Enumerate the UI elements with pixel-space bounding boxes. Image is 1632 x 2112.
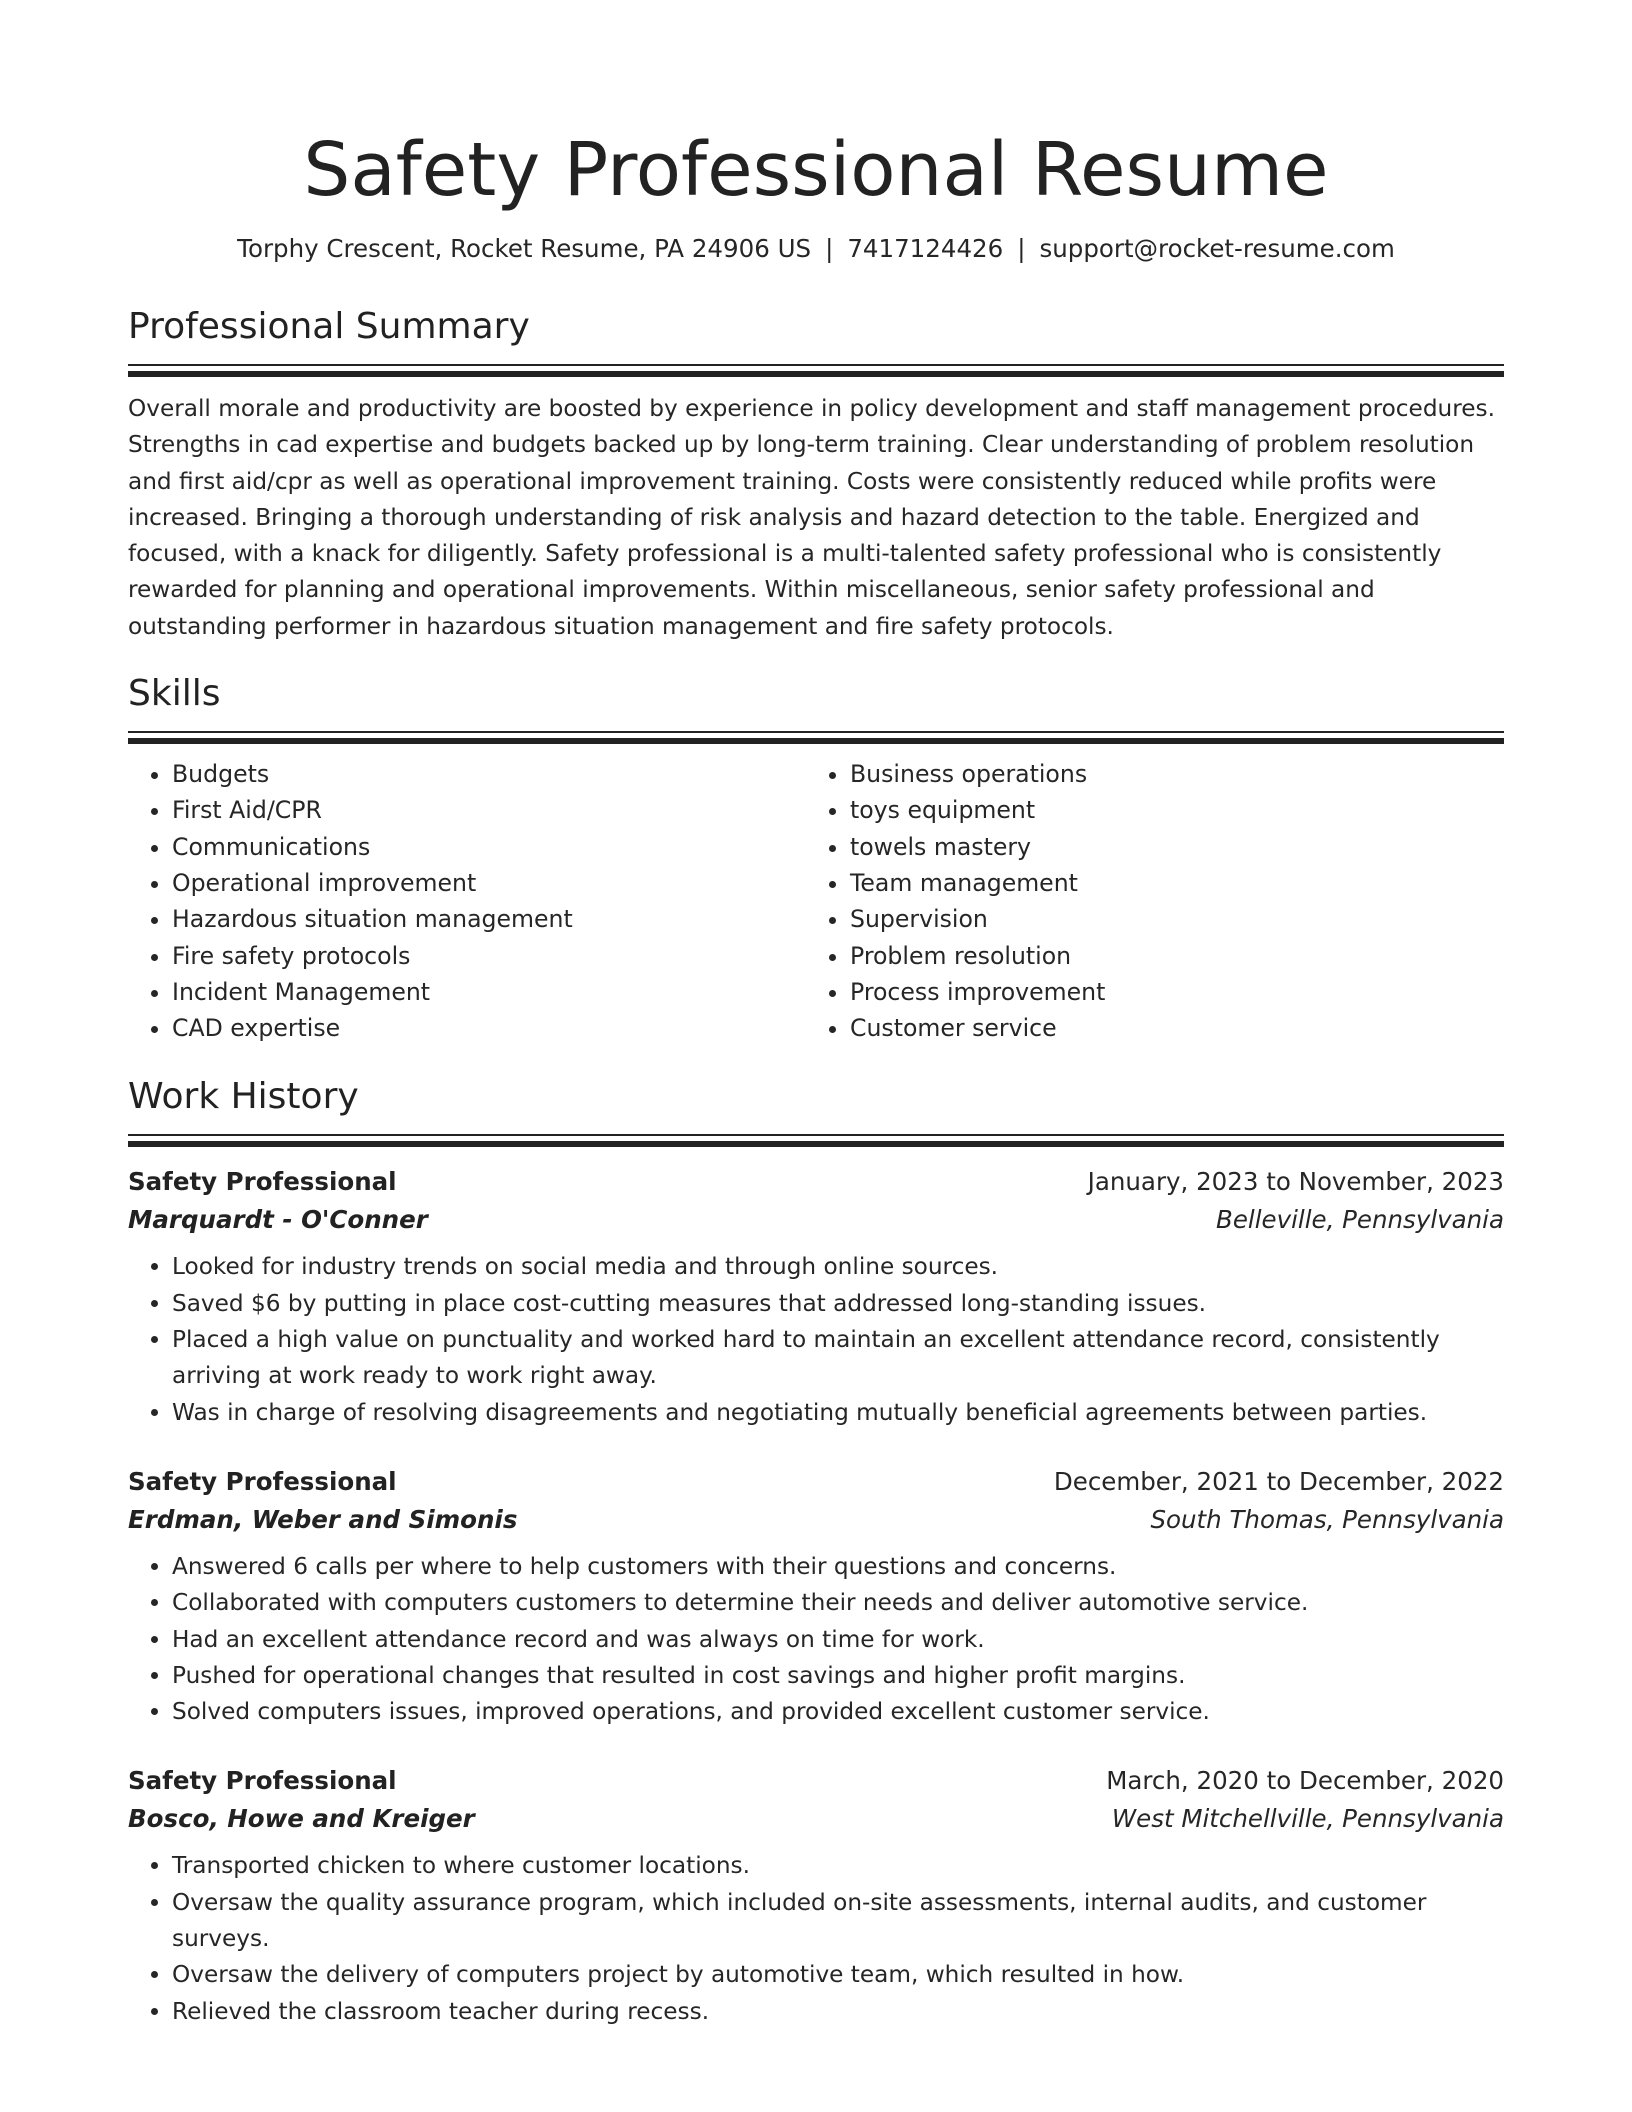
job-location: Belleville, Pennsylvania [1216, 1205, 1504, 1235]
job-title: Safety Professional [128, 1766, 397, 1796]
section-rule-thin [128, 364, 1504, 366]
skill-item: • Hazardous situation management [172, 901, 806, 937]
job-bullet: • Oversaw the delivery of computers project by automotive team, which resulted in how. [172, 1957, 1504, 1993]
job-header [128, 1163, 1504, 1201]
skill-item: • Supervision [850, 901, 1484, 937]
section-rule-thick [128, 371, 1504, 377]
job-company: Erdman, Weber and Simonis [128, 1504, 518, 1534]
section-title-summary: Professional Summary [128, 306, 530, 347]
skill-item: • Problem resolution [850, 938, 1484, 974]
job-header [128, 1762, 1504, 1800]
section-rule-thick [128, 1141, 1504, 1147]
job-bullet: • Oversaw the quality assurance program, which included on-site assessments, internal audits, and customer surveys. [172, 1885, 1504, 1958]
job-bullet: • Had an excellent attendance record and was always on time for work. [172, 1622, 1504, 1658]
job-company: Bosco, Howe and Kreiger [128, 1804, 475, 1834]
job-bullet: • Answered 6 calls per where to help customers with their questions and concerns. [172, 1549, 1504, 1585]
contact-email[interactable]: support@rocket-resume.com [1039, 234, 1395, 263]
job-bullet: • Was in charge of resolving disagreements and negotiating mutually beneficial agreements between parties. [172, 1395, 1504, 1431]
job-dates: March, 2020 to December, 2020 [1106, 1766, 1504, 1796]
contact-separator: | [1017, 234, 1026, 263]
job-location: South Thomas, Pennsylvania [1150, 1504, 1504, 1534]
skill-item: • toys equipment [850, 792, 1484, 828]
job-bullet: • Collaborated with computers customers to determine their needs and deliver automotive service. [172, 1585, 1504, 1621]
job-header [128, 1463, 1504, 1501]
job-bullets [128, 1848, 1504, 2029]
job-bullet: • Solved computers issues, improved operations, and provided excellent customer service. [172, 1694, 1504, 1730]
job-title: Safety Professional [128, 1466, 397, 1496]
job-subheader [128, 1501, 1504, 1539]
skill-item: • Fire safety protocols [172, 938, 806, 974]
job-bullet: • Saved $6 by putting in place cost-cutting measures that addressed long-standing issues. [172, 1286, 1504, 1322]
section-rule-thick [128, 738, 1504, 744]
section-title-skills: Skills [128, 673, 221, 715]
job-dates: January, 2023 to November, 2023 [1087, 1167, 1504, 1197]
job-entry [128, 1163, 1504, 1430]
skills-section [128, 671, 1504, 1046]
job-title: Safety Professional [128, 1167, 397, 1197]
job-entry [128, 1762, 1504, 2029]
skill-item: • Operational improvement [172, 865, 806, 901]
skill-item: • Process improvement [850, 974, 1484, 1010]
resume-title: Safety Professional Resume [303, 127, 1329, 213]
summary-section [128, 304, 1504, 645]
skills-columns [128, 756, 1504, 1046]
job-company: Marquardt - O'Conner [128, 1205, 428, 1235]
skills-list-left [128, 756, 806, 1046]
skill-item: • towels mastery [850, 829, 1484, 865]
skills-list-right [806, 756, 1484, 1046]
job-bullet: • Pushed for operational changes that resulted in cost savings and higher profit margins. [172, 1658, 1504, 1694]
section-title-work-history: Work History [128, 1076, 359, 1118]
job-entry [128, 1463, 1504, 1730]
section-rule-thin [128, 731, 1504, 733]
work-history-section [128, 1074, 1504, 2029]
job-bullets [128, 1249, 1504, 1430]
job-bullet: • Looked for industry trends on social media and through online sources. [172, 1249, 1504, 1285]
job-bullet: • Placed a high value on punctuality and worked hard to maintain an excellent attendance record, consistently arriving at work ready to work right away. [172, 1322, 1504, 1395]
job-location: West Mitchellville, Pennsylvania [1111, 1804, 1504, 1834]
resume-page [128, 0, 1504, 2030]
skill-item: • First Aid/CPR [172, 792, 806, 828]
job-bullet: • Relieved the classroom teacher during recess. [172, 1994, 1504, 2030]
job-subheader [128, 1201, 1504, 1239]
skill-item: • Business operations [850, 756, 1484, 792]
contact-line [128, 232, 1504, 266]
contact-address: Torphy Crescent, Rocket Resume, PA 24906 US [237, 234, 812, 263]
skill-item: • Customer service [850, 1010, 1484, 1046]
job-bullets [128, 1549, 1504, 1730]
skill-item: • CAD expertise [172, 1010, 806, 1046]
skill-item: • Team management [850, 865, 1484, 901]
contact-separator: | [825, 234, 834, 263]
section-rule-thin [128, 1134, 1504, 1136]
job-subheader [128, 1800, 1504, 1838]
job-dates: December, 2021 to December, 2022 [1053, 1466, 1504, 1496]
skill-item: • Incident Management [172, 974, 806, 1010]
summary-text: Overall morale and productivity are boosted by experience in policy development and staff management procedures. Strengths in cad expertise and budgets backed up by long-term training. Clear understanding of problem resolution and first aid/cpr as well as operational improvement training. Costs were consistently reduced while profits were increased. Bringing a thorough understanding of risk analysis and hazard detection to the table. Energized and focused, with a knack for diligently. Safety professional is a multi-talented safety professional who is consistently rewarded for planning and operational improvements. Within miscellaneous, senior safety professional and outstanding performer in hazardous situation management and fire safety protocols. [128, 395, 1495, 640]
job-bullet: • Transported chicken to where customer locations. [172, 1848, 1504, 1884]
contact-phone: 7417124426 [847, 234, 1004, 263]
skill-item: • Communications [172, 829, 806, 865]
skill-item: • Budgets [172, 756, 806, 792]
